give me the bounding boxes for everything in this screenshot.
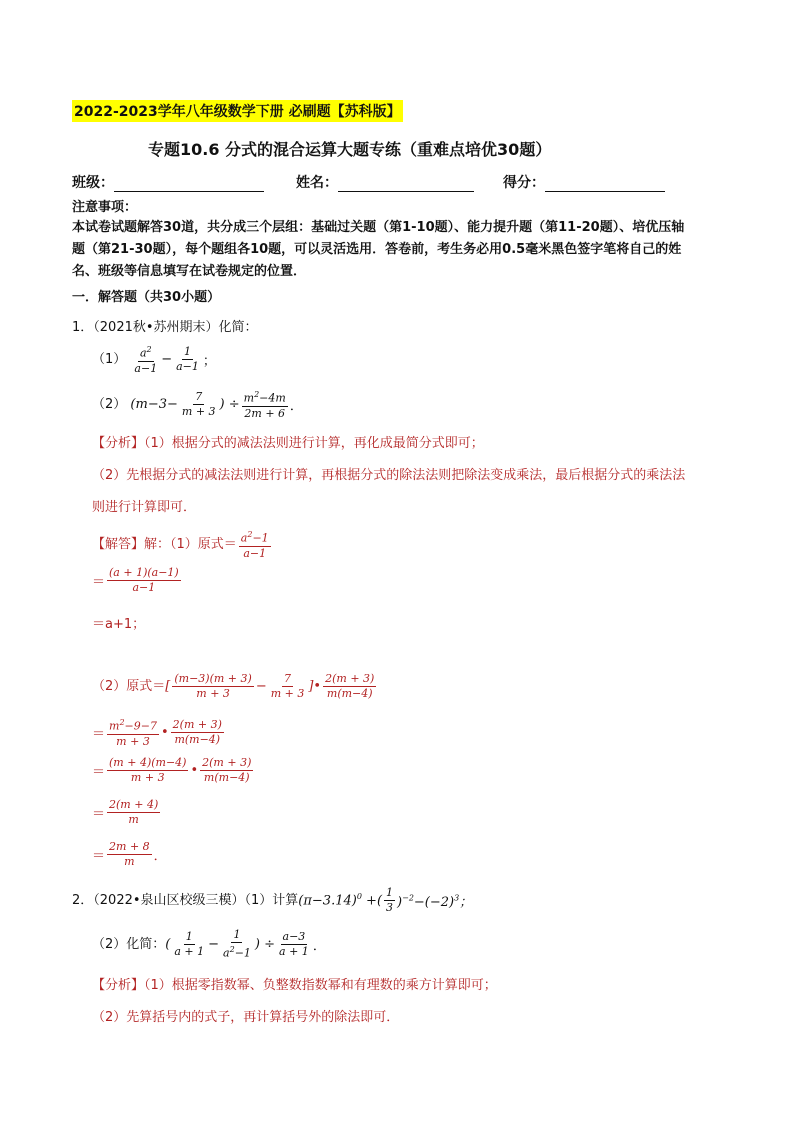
math-fraction: $\frac{2(m + 3)}{m(m-4)}$ <box>202 756 252 784</box>
q1-answer-lead: 解：（1）原式＝ <box>144 536 237 552</box>
math-fraction: $\frac{a^2}{a-1}$ <box>134 345 158 375</box>
q1-step-4: ＝ $\frac{2(m + 4)}{m}$ <box>92 798 159 826</box>
math-fraction: $\frac{m^2-9-7}{m + 3}$ <box>109 718 157 748</box>
analysis-tag: 【分析】 <box>92 978 145 993</box>
math-fraction: $\frac{2(m + 4)}{m}$ <box>109 798 159 826</box>
q1-stem: 1．（2021秋•苏州期末）化简： <box>72 320 258 335</box>
page-title: 专题10.6 分式的混合运算大题专练（重难点培优30题） <box>148 140 552 159</box>
q1-answer-2: （2）原式＝[ $\frac{(m-3)(m + 3)}{m + 3}$ − $\frac{7}{m + 3}$ ]• $\frac{2(m + 3)}{m(m-4)}$ <box>92 672 375 700</box>
q2-part1: 2．（2022•泉山区校级三模）（1）计算$(\pi-3.14)^0$ +( $\frac{1}{3}$ )$^{-2}-(-2)^3$； <box>72 886 473 914</box>
q1-answer-2-lead: （2）原式＝ <box>92 679 166 694</box>
notice-line-2: 题（第21-30题），每个题组各10题，可以灵活选用．答卷前，考生务必用0.5毫米黑色签字笔将自己的姓 <box>72 242 682 257</box>
header-tag: 2022-2023学年八年级数学下册 必刷题【苏科版】 <box>72 100 403 122</box>
q1-analysis-1 <box>92 432 484 451</box>
math-fraction: $\frac{2m + 8}{m}$ <box>109 840 150 868</box>
q1-result-1: ＝a+1； <box>92 617 146 632</box>
q2-analysis-1-text: （1）根据零指数幂、负整数指数幂和有理数的乘方计算即可； <box>144 978 497 993</box>
q1-step-1: ＝ $\frac{(a + 1)(a-1)}{a-1}$ <box>92 566 179 594</box>
q1-answer-1 <box>92 528 273 561</box>
q2-analysis-1 <box>92 974 497 993</box>
section-heading: 一．解答题（共30小题） <box>72 290 221 305</box>
math-fraction: $\frac{1}{a^2-1}$ <box>223 928 251 960</box>
score-field <box>503 172 665 192</box>
q1-analysis-1-text: （1）根据分式的减法法则进行计算，再化成最简分式即可； <box>144 436 484 451</box>
q1-step-2: ＝ $\frac{m^2-9-7}{m + 3}$ • $\frac{2(m + 3)}{m(m-4)}$ <box>92 717 222 748</box>
q1-analysis-2b: 则进行计算即可． <box>92 500 197 515</box>
math-fraction: $\frac{(m + 4)(m-4)}{m + 3}$ <box>109 756 187 784</box>
class-blank[interactable] <box>114 177 264 192</box>
score-label: 得分： <box>503 175 545 191</box>
q1-part2-label: （2） <box>92 396 127 412</box>
notice-heading: 注意事项： <box>72 200 138 215</box>
answer-tag: 【解答】 <box>92 536 145 552</box>
name-label: 姓名： <box>296 175 338 191</box>
notice-line-1: 本试卷试题解答30道，共分成三个层组：基础过关题（第1-10题）、能力提升题（第11-20题）、培优压轴 <box>72 220 685 235</box>
math-fraction: $\frac{1}{a-1}$ <box>176 344 199 373</box>
math-fraction: $\frac{2(m + 3)}{m(m-4)}$ <box>172 717 222 746</box>
q2-stem: 2．（2022•泉山区校级三模）（1）计算 <box>72 893 299 908</box>
class-label: 班级： <box>72 175 114 191</box>
math-fraction: $\frac{(a + 1)(a-1)}{a-1}$ <box>109 566 179 594</box>
score-blank[interactable] <box>545 177 665 192</box>
q2-analysis-2: （2）先算括号内的式子，再计算括号外的除法即可． <box>92 1010 400 1025</box>
analysis-tag: 【分析】 <box>92 436 145 451</box>
math-fraction: $\frac{7}{m + 3}$ <box>270 672 305 700</box>
math-fraction: $\frac{a-3}{a + 1}$ <box>279 929 309 958</box>
math-fraction: $\frac{a^2-1}{a-1}$ <box>240 530 269 560</box>
name-field <box>296 172 474 192</box>
q1-part1-label: （1） <box>92 351 127 367</box>
q1-part1: （1） $\frac{a^2}{a-1}$ − $\frac{1}{a-1}$ ； <box>92 344 216 375</box>
q1-part2: （2） (m−3− $\frac{7}{m + 3}$ ) ÷ $\frac{m^2-4m}{2m + 6}$ ． <box>92 389 303 420</box>
name-blank[interactable] <box>338 177 474 192</box>
class-field <box>72 172 264 192</box>
notice-line-3: 名、班级等信息填写在试卷规定的位置． <box>72 264 307 279</box>
math-fraction: $\frac{1}{a + 1}$ <box>174 929 205 958</box>
math-fraction: $\frac{2(m + 3)}{m(m-4)}$ <box>325 672 375 700</box>
math-fraction: $\frac{(m-3)(m + 3)}{m + 3}$ <box>174 672 252 700</box>
math-fraction: $\frac{m^2-4m}{2m + 6}$ <box>243 390 286 420</box>
q1-step-5: ＝ $\frac{2m + 8}{m}$ ． <box>92 840 167 868</box>
q1-step-3: ＝ $\frac{(m + 4)(m-4)}{m + 3}$ • $\frac{2(m + 3)}{m(m-4)}$ <box>92 756 252 784</box>
q2-part2: （2）化简：( $\frac{1}{a + 1}$ − $\frac{1}{a^2-1}$ ) ÷ $\frac{a-3}{a + 1}$ ． <box>92 928 326 960</box>
math-fraction: $\frac{7}{m + 3}$ <box>181 389 216 418</box>
math-fraction: $\frac{1}{3}$ <box>386 886 394 914</box>
q1-analysis-2a: （2）先根据分式的减法法则进行计算，再根据分式的除法法则把除法变成乘法，最后根据分式的乘法法 <box>92 468 686 483</box>
q2-part2-label: （2）化简： <box>92 936 166 952</box>
